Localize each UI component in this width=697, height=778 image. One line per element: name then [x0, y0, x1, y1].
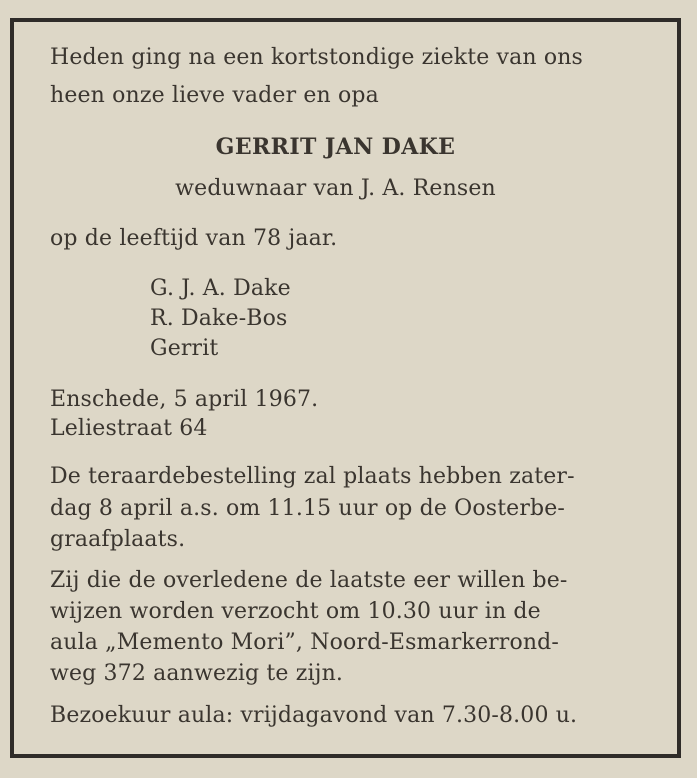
- respects-line-2: wijzen worden verzocht om 10.30 uur in de: [50, 599, 541, 624]
- place-date: Enschede, 5 april 1967.: [50, 387, 319, 412]
- funeral-line-3: graafplaats.: [50, 527, 186, 552]
- age-line: op de leeftijd van 78 jaar.: [50, 226, 338, 251]
- family-member-2: R. Dake-Bos: [150, 306, 288, 331]
- visiting-hours: Bezoekuur aula: vrijdagavond van 7.30-8.00 u.: [50, 703, 578, 728]
- respects-line-4: weg 372 aanwezig te zijn.: [50, 661, 344, 686]
- deceased-name: GERRIT JAN DAKE: [215, 134, 456, 160]
- intro-line-2: heen onze lieve vader en opa: [50, 83, 379, 108]
- respects-line-1: Zij die de overledene de laatste eer willen be-: [50, 568, 568, 593]
- respects-line-3: aula „Memento Mori”, Noord-Esmarkerrond-: [50, 630, 559, 655]
- intro-line-1: Heden ging na een kortstondige ziekte van ons: [50, 45, 583, 70]
- funeral-line-2: dag 8 april a.s. om 11.15 uur op de Oosterbe-: [50, 496, 566, 521]
- family-member-3: Gerrit: [150, 336, 219, 361]
- spouse-line: weduwnaar van J. A. Rensen: [175, 176, 496, 201]
- funeral-line-1: De teraardebestelling zal plaats hebben zater-: [50, 464, 575, 489]
- family-member-1: G. J. A. Dake: [150, 276, 291, 301]
- address: Leliestraat 64: [50, 416, 208, 441]
